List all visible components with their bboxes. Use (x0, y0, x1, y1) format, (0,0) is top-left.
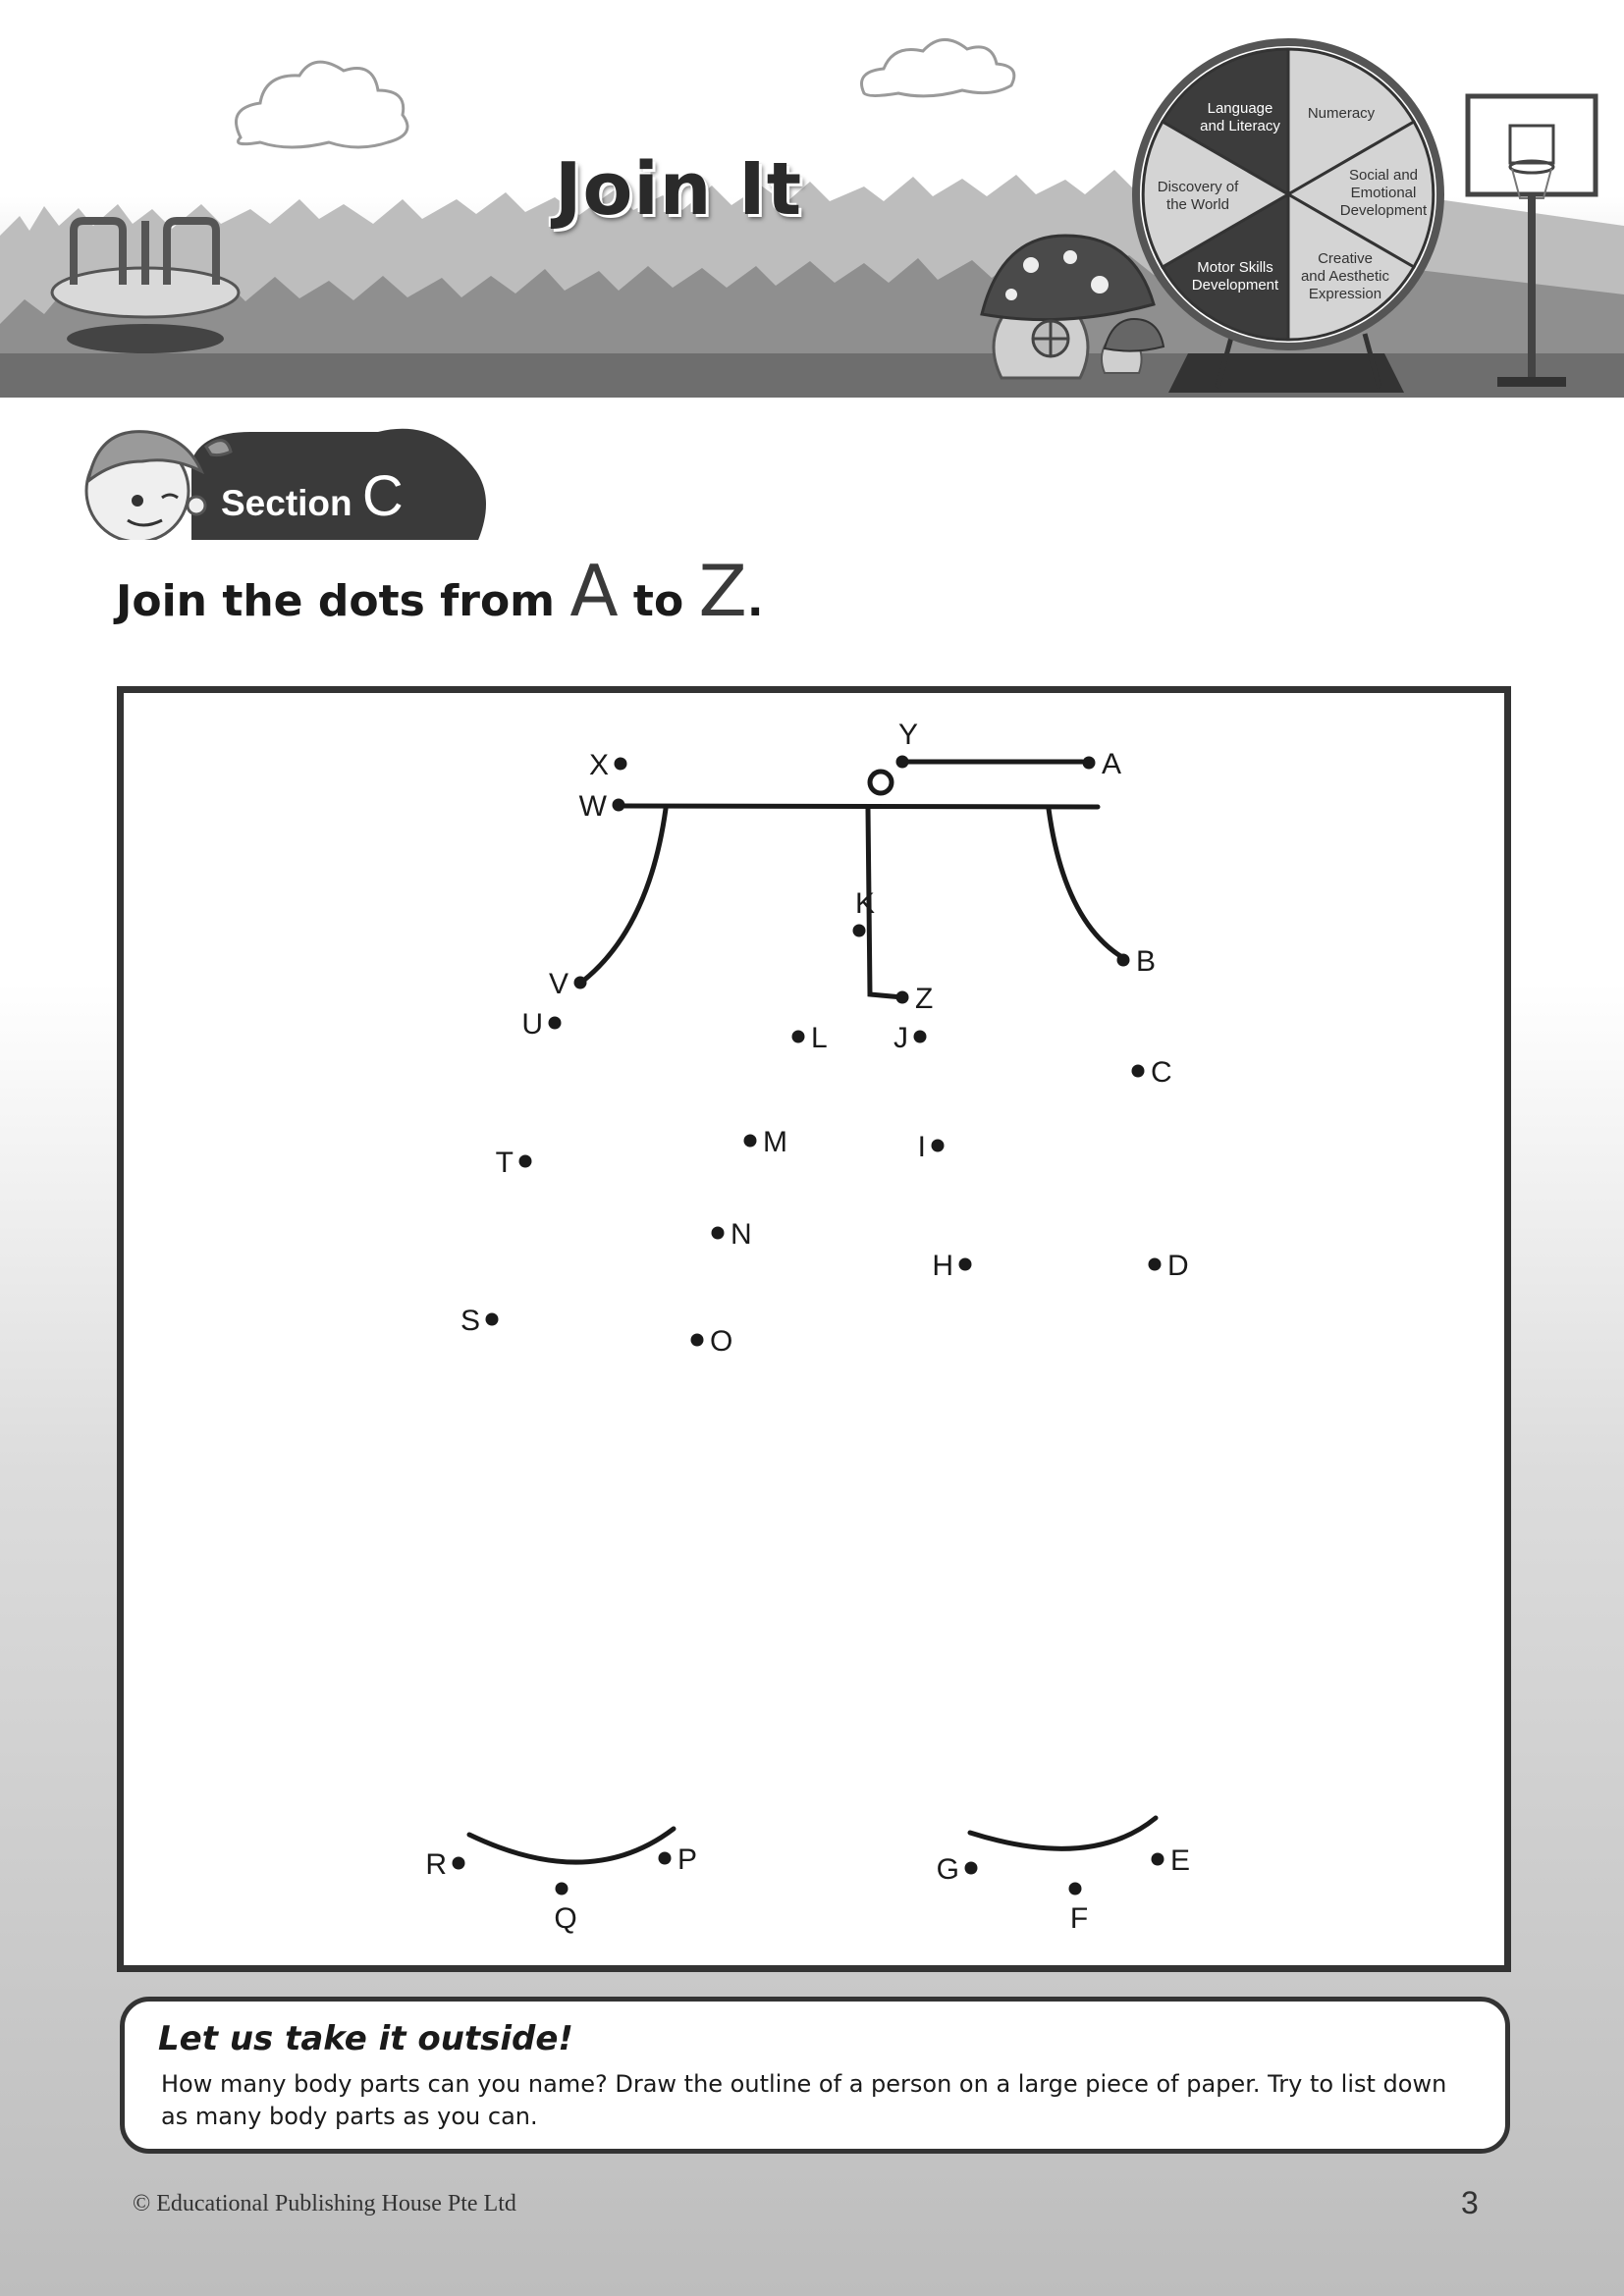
dot-v (574, 977, 587, 989)
dot-w (613, 799, 625, 812)
instruction (116, 550, 764, 632)
dot-label-z: Z (915, 983, 934, 1015)
dot-label-t: T (495, 1147, 514, 1179)
dot-i (932, 1140, 945, 1152)
activity-box (120, 1997, 1510, 2154)
wheel-label-motor: Motor Skills Development (1191, 259, 1279, 294)
pre-drawn-lines (469, 762, 1156, 1862)
pre-drawn-line (1049, 809, 1125, 959)
circle-mark (870, 772, 892, 793)
activity-title: Let us take it outside! (158, 2019, 573, 2058)
dot-k (853, 925, 866, 937)
dot-label-h: H (932, 1250, 953, 1282)
dot-label-o: O (710, 1325, 733, 1358)
dot-label-g: G (936, 1853, 959, 1886)
pre-drawn-line (970, 1818, 1156, 1848)
dot-b (1117, 954, 1130, 967)
dot-label-s: S (460, 1305, 480, 1337)
section-letter: C (361, 464, 404, 528)
dot-label-l: L (811, 1022, 828, 1054)
dot-h (959, 1258, 972, 1271)
dot-label-i: I (917, 1131, 926, 1163)
dot-z (896, 991, 909, 1004)
dot-to-dot-puzzle (117, 686, 1511, 1972)
dot-label-x: X (588, 749, 609, 781)
dot-j (914, 1031, 927, 1043)
dot-label-m: M (763, 1126, 787, 1158)
dot-r (453, 1857, 465, 1870)
dot-l (792, 1031, 805, 1043)
dot-e (1152, 1853, 1164, 1866)
page-header (0, 0, 1624, 398)
instruction-from-letter: A (569, 550, 619, 632)
instruction-part1: Join the dots from (116, 576, 570, 626)
dot-c (1132, 1065, 1145, 1078)
pre-drawn-line (469, 1829, 674, 1862)
section-label (221, 463, 404, 529)
dot-label-c: C (1151, 1056, 1172, 1089)
dot-label-n: N (731, 1218, 752, 1251)
dot-label-q: Q (554, 1902, 577, 1935)
dot-label-w: W (578, 790, 607, 823)
dot-a (1083, 757, 1096, 770)
dot-y (896, 756, 909, 769)
page-number: 3 (1461, 2185, 1479, 2220)
wheel-label-social: Social and Emotional Development (1339, 167, 1428, 219)
dot-p (659, 1852, 672, 1865)
page-title: Join It (555, 147, 803, 232)
dot-n (712, 1227, 725, 1240)
dot-label-a: A (1102, 748, 1122, 780)
dot-label-k: K (854, 887, 876, 920)
dot-label-r: R (425, 1848, 447, 1881)
dot-label-d: D (1167, 1250, 1189, 1282)
dot-label-p: P (677, 1843, 698, 1876)
instruction-part3: . (746, 576, 764, 626)
dot-label-b: B (1136, 945, 1157, 978)
dot-m (744, 1135, 757, 1148)
dot-d (1149, 1258, 1162, 1271)
dot-label-y: Y (897, 719, 919, 751)
wheel-label-numeracy: Numeracy (1307, 105, 1376, 122)
pre-drawn-line (582, 809, 666, 982)
wheel-label-discovery: Discovery of the World (1157, 179, 1239, 213)
dot-label-u: U (521, 1008, 543, 1041)
wheel-label-language: Language and Literacy (1200, 100, 1280, 134)
dot-u (549, 1017, 562, 1030)
instruction-part2: to (618, 576, 699, 626)
dot-t (519, 1155, 532, 1168)
dot-o (691, 1334, 704, 1347)
activity-body: How many body parts can you name? Draw the outline of a person on a large piece of paper. Try to list down as many body parts as you can. (161, 2070, 1447, 2130)
copyright-notice: © Educational Publishing House Pte Ltd (133, 2191, 516, 2216)
dot-f (1069, 1883, 1082, 1896)
wheel-label-creative: Creative and Aesthetic Expression (1300, 250, 1390, 302)
pre-drawn-line (620, 806, 1098, 807)
puzzle-canvas (124, 693, 1504, 1965)
cloud-icon (237, 39, 1014, 147)
dot-label-j: J (893, 1022, 908, 1054)
instruction-to-letter: Z (698, 550, 747, 632)
section-prefix: Section (221, 483, 352, 523)
dot-label-e: E (1170, 1844, 1191, 1877)
dot-g (965, 1862, 978, 1875)
dot-label-f: F (1069, 1902, 1089, 1935)
dot-x (615, 758, 627, 771)
dot-s (486, 1313, 499, 1326)
dot-q (556, 1883, 568, 1896)
dot-label-v: V (548, 968, 568, 1000)
